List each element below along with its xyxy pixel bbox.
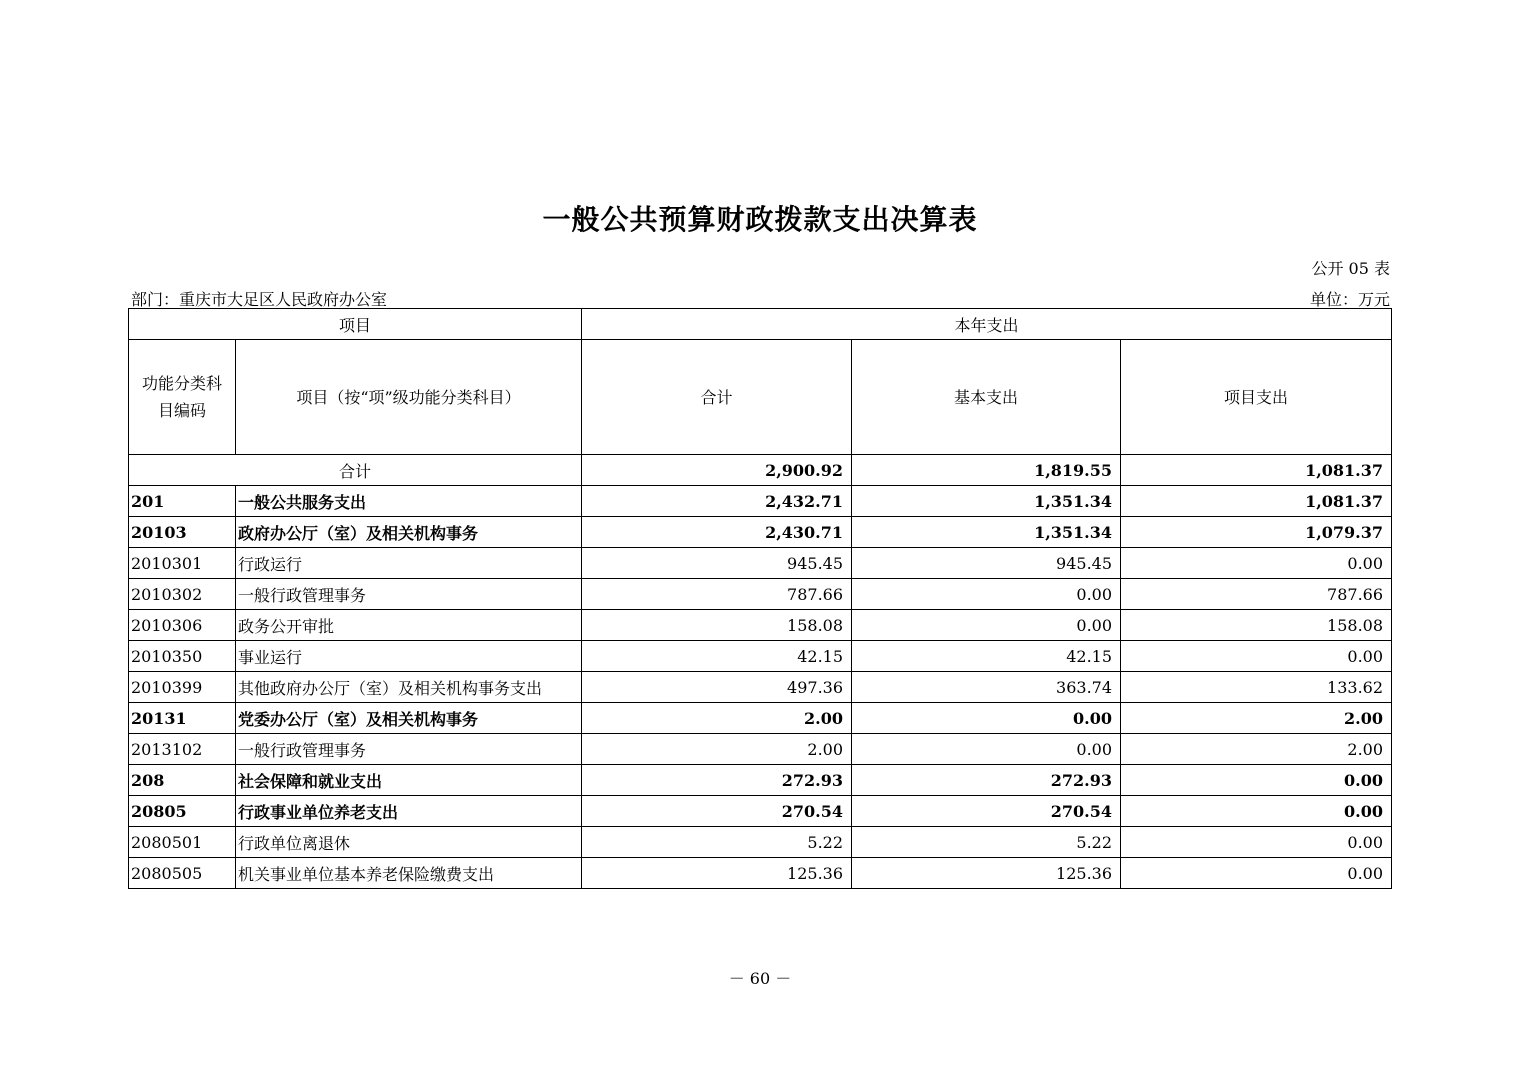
header-name: 项目（按“项”级功能分类科目） xyxy=(236,340,582,455)
header-project: 项目 xyxy=(129,309,582,340)
row-total: 42.15 xyxy=(582,641,852,672)
header-project-exp: 项目支出 xyxy=(1121,340,1392,455)
table-row xyxy=(129,796,1392,827)
row-basic: 0.00 xyxy=(852,610,1121,641)
row-name: 一般公共服务支出 xyxy=(236,486,582,517)
row-name: 一般行政管理事务 xyxy=(236,734,582,765)
table-row xyxy=(129,548,1392,579)
row-name: 一般行政管理事务 xyxy=(236,579,582,610)
row-name: 行政事业单位养老支出 xyxy=(236,796,582,827)
row-code: 208 xyxy=(129,765,236,796)
row-name: 事业运行 xyxy=(236,641,582,672)
header-code: 功能分类科目编码 xyxy=(129,340,236,455)
row-project: 1,079.37 xyxy=(1121,517,1392,548)
row-project: 133.62 xyxy=(1121,672,1392,703)
row-code: 2010301 xyxy=(129,548,236,579)
table-row xyxy=(129,517,1392,548)
table-row xyxy=(129,579,1392,610)
row-basic: 1,351.34 xyxy=(852,486,1121,517)
row-basic: 42.15 xyxy=(852,641,1121,672)
table-row xyxy=(129,641,1392,672)
totals-row xyxy=(129,455,1392,486)
row-basic: 125.36 xyxy=(852,858,1121,889)
row-code: 2080501 xyxy=(129,827,236,858)
table-row xyxy=(129,672,1392,703)
row-basic: 270.54 xyxy=(852,796,1121,827)
row-name: 政府办公厅（室）及相关机构事务 xyxy=(236,517,582,548)
table-row xyxy=(129,610,1392,641)
row-total: 2,430.71 xyxy=(582,517,852,548)
row-total: 2.00 xyxy=(582,703,852,734)
row-code: 20805 xyxy=(129,796,236,827)
row-total: 2,432.71 xyxy=(582,486,852,517)
header-row-2 xyxy=(129,340,1392,455)
row-code: 2010302 xyxy=(129,579,236,610)
row-name: 行政运行 xyxy=(236,548,582,579)
row-code: 2010350 xyxy=(129,641,236,672)
row-code: 2013102 xyxy=(129,734,236,765)
table-row xyxy=(129,765,1392,796)
page-title: 一般公共预算财政拨款支出决算表 xyxy=(542,203,978,236)
header-current-year: 本年支出 xyxy=(582,309,1392,340)
totals-project: 1,081.37 xyxy=(1121,455,1392,486)
row-basic: 272.93 xyxy=(852,765,1121,796)
row-total: 272.93 xyxy=(582,765,852,796)
row-total: 2.00 xyxy=(582,734,852,765)
row-basic: 363.74 xyxy=(852,672,1121,703)
row-basic: 5.22 xyxy=(852,827,1121,858)
table-row xyxy=(129,827,1392,858)
totals-total: 2,900.92 xyxy=(582,455,852,486)
row-total: 158.08 xyxy=(582,610,852,641)
row-code: 20131 xyxy=(129,703,236,734)
row-project: 0.00 xyxy=(1121,827,1392,858)
row-name: 政务公开审批 xyxy=(236,610,582,641)
table-row xyxy=(129,703,1392,734)
row-name: 其他政府办公厅（室）及相关机构事务支出 xyxy=(236,672,582,703)
totals-basic: 1,819.55 xyxy=(852,455,1121,486)
expenditure-table xyxy=(128,308,1392,889)
row-project: 0.00 xyxy=(1121,796,1392,827)
row-basic: 945.45 xyxy=(852,548,1121,579)
row-project: 158.08 xyxy=(1121,610,1392,641)
row-code: 2010306 xyxy=(129,610,236,641)
row-code: 2010399 xyxy=(129,672,236,703)
header-total: 合计 xyxy=(582,340,852,455)
table-row xyxy=(129,858,1392,889)
row-basic: 1,351.34 xyxy=(852,517,1121,548)
row-total: 497.36 xyxy=(582,672,852,703)
page-number: － 60 － xyxy=(728,969,792,988)
row-code: 20103 xyxy=(129,517,236,548)
unit-label: 单位：万元 xyxy=(1309,290,1390,309)
row-total: 787.66 xyxy=(582,579,852,610)
row-name: 行政单位离退休 xyxy=(236,827,582,858)
row-project: 0.00 xyxy=(1121,641,1392,672)
row-code: 2080505 xyxy=(129,858,236,889)
row-project: 0.00 xyxy=(1121,858,1392,889)
row-project: 2.00 xyxy=(1121,734,1392,765)
department-label: 部门：重庆市大足区人民政府办公室 xyxy=(131,290,388,309)
table-row xyxy=(129,734,1392,765)
row-project: 1,081.37 xyxy=(1121,486,1392,517)
row-basic: 0.00 xyxy=(852,579,1121,610)
totals-label: 合计 xyxy=(129,455,582,486)
row-name: 党委办公厅（室）及相关机构事务 xyxy=(236,703,582,734)
row-total: 945.45 xyxy=(582,548,852,579)
row-total: 270.54 xyxy=(582,796,852,827)
form-number: 公开 05 表 xyxy=(1311,259,1390,278)
row-basic: 0.00 xyxy=(852,703,1121,734)
row-project: 2.00 xyxy=(1121,703,1392,734)
row-total: 125.36 xyxy=(582,858,852,889)
row-project: 787.66 xyxy=(1121,579,1392,610)
row-total: 5.22 xyxy=(582,827,852,858)
table-row xyxy=(129,486,1392,517)
row-project: 0.00 xyxy=(1121,548,1392,579)
row-name: 机关事业单位基本养老保险缴费支出 xyxy=(236,858,582,889)
row-project: 0.00 xyxy=(1121,765,1392,796)
row-name: 社会保障和就业支出 xyxy=(236,765,582,796)
header-row-1 xyxy=(129,309,1392,340)
row-basic: 0.00 xyxy=(852,734,1121,765)
row-code: 201 xyxy=(129,486,236,517)
header-basic: 基本支出 xyxy=(852,340,1121,455)
